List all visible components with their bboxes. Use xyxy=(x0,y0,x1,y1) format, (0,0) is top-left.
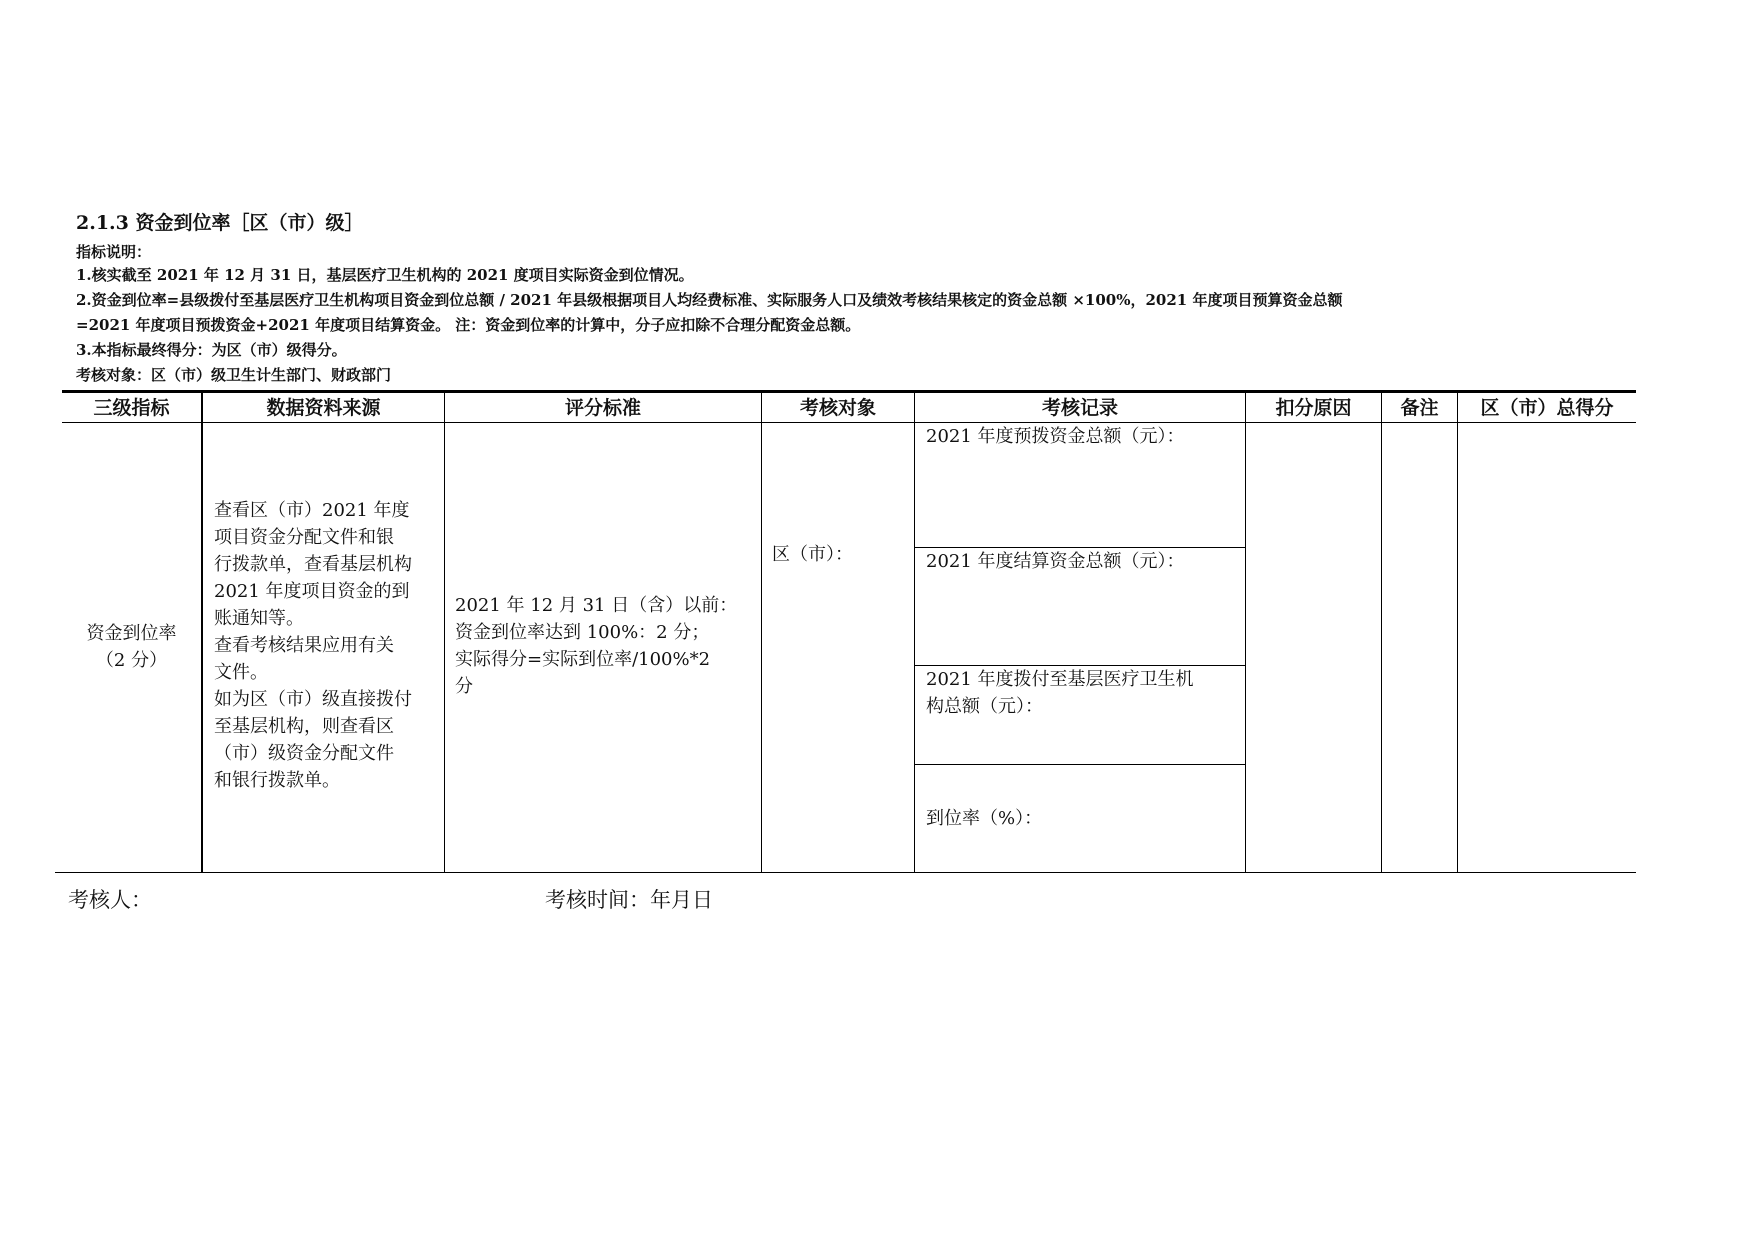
record-label: 2021 年度结算资金总额（元）： xyxy=(926,551,1185,572)
column-divider xyxy=(1457,390,1458,873)
record-label: 2021 年度拨付至基层医疗卫生机 xyxy=(926,669,1194,690)
data-source-line: 行拨款单，查看基层机构 xyxy=(214,554,412,575)
indicator-name: 资金到位率 xyxy=(86,623,177,644)
description-label: 指标说明： xyxy=(76,243,152,261)
column-divider xyxy=(761,390,762,873)
section-title: 2.1.3 资金到位率［区（市）级］ xyxy=(76,212,364,234)
record-disbursed-funds xyxy=(926,666,1242,720)
column-divider xyxy=(201,390,203,873)
header-total-score: 区（市）总得分 xyxy=(1480,397,1614,419)
description-item-2-cont: =2021 年度项目预拨资金+2021 年度项目结算资金。 注：资金到位率的计算中，分子应扣除不合理分配资金总额。 xyxy=(76,316,861,334)
assessment-target: 考核对象：区（市）级卫生计生部门、财政部门 xyxy=(76,366,392,384)
header-deduction-reason: 扣分原因 xyxy=(1275,397,1352,419)
column-divider xyxy=(444,390,445,873)
header-indicator: 三级指标 xyxy=(93,397,170,419)
header-assessment-record: 考核记录 xyxy=(1041,397,1118,419)
description-item-2: 2.资金到位率=县级拨付至基层医疗卫生机构项目资金到位总额 / 2021 年县级根据项目人均经费标准、实际服务人口及绩效考核结果核定的资金总额 ×100%，2021 年度项目预算资金总额 xyxy=(76,291,1343,309)
record-label: 构总额（元）： xyxy=(926,696,1043,717)
header-remarks: 备注 xyxy=(1400,397,1439,419)
review-time-label: 考核时间：年月日 xyxy=(545,888,713,912)
data-source-line: 账通知等。 xyxy=(214,608,304,629)
data-source-line: 如为区（市）级直接拨付 xyxy=(214,689,412,710)
data-source-line: 文件。 xyxy=(214,662,268,683)
data-source-line: 至基层机构，则查看区 xyxy=(214,716,394,737)
column-divider xyxy=(914,390,915,873)
header-scoring-criteria: 评分标准 xyxy=(564,397,641,419)
data-source-line: 项目资金分配文件和银 xyxy=(214,527,394,548)
data-source-line: 查看考核结果应用有关 xyxy=(214,635,394,656)
criteria-line: 2021 年 12 月 31 日（含）以前： xyxy=(455,595,738,616)
header-assessment-target: 考核对象 xyxy=(799,397,876,419)
description-item-1: 1.核实截至 2021 年 12 月 31 日，基层医疗卫生机构的 2021 度项目实际资金到位情况。 xyxy=(76,266,694,284)
criteria-line: 分 xyxy=(455,676,473,697)
description-item-3: 3.本指标最终得分：为区（市）级得分。 xyxy=(76,341,347,359)
scoring-criteria-cell xyxy=(455,592,759,700)
reviewer-label: 考核人： xyxy=(68,888,152,912)
assessment-target-cell: 区（市）： xyxy=(772,544,853,565)
column-divider xyxy=(1381,390,1382,873)
criteria-line: 资金到位率达到 100%：2 分； xyxy=(455,622,710,643)
record-divider xyxy=(914,764,1245,765)
record-settlement-funds xyxy=(926,548,1242,575)
data-source-line: 和银行拨款单。 xyxy=(214,770,340,791)
data-source-line: 查看区（市）2021 年度 xyxy=(214,500,410,521)
column-divider xyxy=(1245,390,1246,873)
indicator-cell xyxy=(62,620,201,674)
data-source-cell xyxy=(214,497,440,794)
indicator-points: （2 分） xyxy=(95,650,168,671)
header-data-source: 数据资料来源 xyxy=(266,397,381,419)
table-bottom-border xyxy=(55,872,1636,873)
data-source-line: （市）级资金分配文件 xyxy=(214,743,394,764)
record-arrival-rate xyxy=(926,805,1242,832)
record-label: 2021 年度预拨资金总额（元）： xyxy=(926,426,1185,447)
record-label: 到位率（%）： xyxy=(926,808,1043,829)
record-advance-funds xyxy=(926,423,1242,450)
criteria-line: 实际得分=实际到位率/100%*2 xyxy=(455,649,711,670)
data-source-line: 2021 年度项目资金的到 xyxy=(214,581,410,602)
